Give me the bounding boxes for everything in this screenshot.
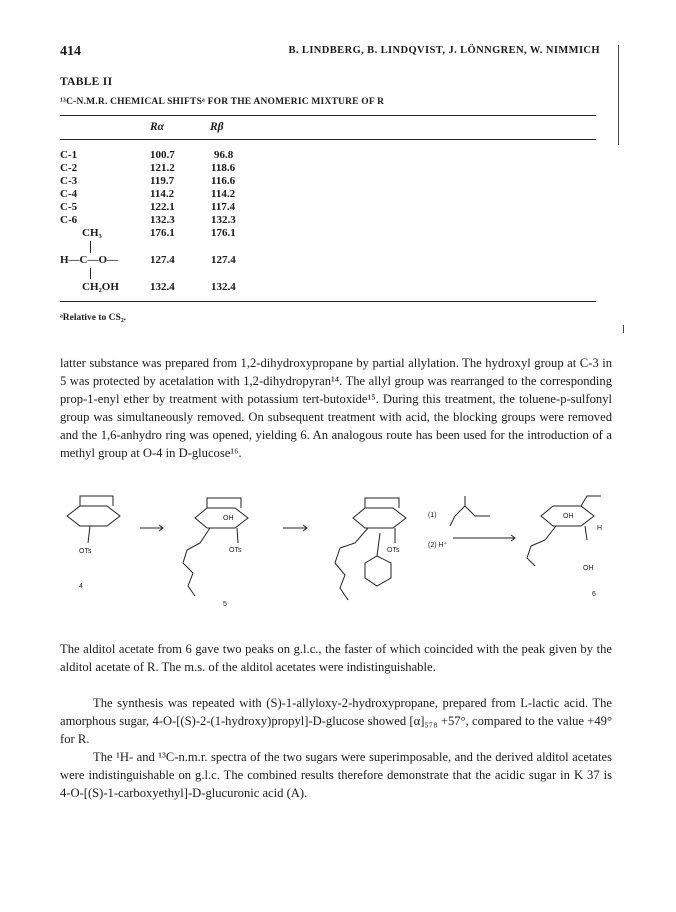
body-paragraph-1 xyxy=(60,354,612,462)
paragraph-text: The alditol acetate from 6 gave two peaks on g.l.c., the faster of which coincided with the peak given by the alditol acetate of R. The m.s. of the alditol acetates were indistinguishable. xyxy=(60,642,612,674)
paragraph-text: latter substance was prepared from 1,2-dihydroxypropane by partial allylation. The hydroxyl group at C-3 in 5 was protected by acetalation with 1,2-dihydropyran¹⁴. The allyl group was rearranged to the corresponding prop-1-enyl ether by treatment with potassium tert-butoxide¹⁵. During this treatment, the toluene-p-sulfonyl group was simultaneously removed. On subsequent treatment with acid, the blocking groups were removed and the 1,6-anhydro ring was opened, yielding 6. An analogous route has been used for the introduction of a methyl group at O-4 in D-glucose¹⁶. xyxy=(60,356,612,460)
table-row-label: C-6 xyxy=(60,214,78,226)
table-row-label: CH₃ xyxy=(82,227,102,239)
body-paragraph-3 xyxy=(60,694,612,748)
oh-label: OH xyxy=(583,565,594,572)
step-2-label: (2) H⁺ xyxy=(428,542,448,549)
table-cell: 114.2 xyxy=(211,188,236,200)
compound-label-4: 4 xyxy=(79,583,83,590)
table-cell: 96.8 xyxy=(214,149,234,161)
table-cell: 132.3 xyxy=(211,214,236,226)
table-row-label: C-3 xyxy=(60,175,78,187)
oh-label: OH xyxy=(563,513,574,520)
body-paragraph-4 xyxy=(60,748,612,802)
table-cell: 121.2 xyxy=(150,162,175,174)
scan-margin-line xyxy=(618,45,619,145)
table-cell: 100.7 xyxy=(150,149,175,161)
reaction-scheme xyxy=(55,488,615,613)
table-cell: 132.4 xyxy=(211,281,236,293)
table-cell: 176.1 xyxy=(211,227,236,239)
table-row-label: CH₂OH xyxy=(82,281,119,293)
table-cell: 122.1 xyxy=(150,201,175,213)
table-cell: 114.2 xyxy=(150,188,175,200)
table-header-rule xyxy=(60,139,596,140)
structure-bond xyxy=(90,241,91,253)
table-cell: 127.4 xyxy=(150,254,175,266)
table-cell: 119.7 xyxy=(150,175,175,187)
compound-label-5: 5 xyxy=(223,601,227,608)
ots-label: OTs xyxy=(79,548,92,555)
compound-4-structure xyxy=(67,496,120,543)
scan-margin-line xyxy=(623,325,624,333)
page-number: 414 xyxy=(60,44,81,59)
table-cell: 132.3 xyxy=(150,214,175,226)
running-header xyxy=(60,43,600,60)
author-line: B. LINDBERG, B. LINDQVIST, J. LÖNNGREN, W. NIMMICH xyxy=(288,45,600,56)
oh-label: OH xyxy=(223,515,234,522)
table-row-label: C-2 xyxy=(60,162,78,174)
ots-label: OTs xyxy=(387,547,400,554)
paragraph-text: The ¹H- and ¹³C-n.m.r. spectra of the two sugars were superimposable, and the derived alditol acetates were indistinguishable on g.l.c. The combined results therefore demonstrate that the acidic sugar in K 37 is 4-O-[(S)-1-carboxyethyl]-D-glucuronic acid (A). xyxy=(60,750,612,800)
h-label: H xyxy=(597,525,603,532)
table-bottom-rule xyxy=(60,301,596,302)
table-row-label: C-1 xyxy=(60,149,78,161)
table-cell: 117.4 xyxy=(211,201,236,213)
paragraph-text: The synthesis was repeated with (S)-1-allyloxy-2-hydroxypropane, prepared from L-lactic acid. The amorphous sugar, 4-O-[(S)-2-(1-hydroxy)propyl]-D-glucose showed [α]₅₇₈ +57°, compared to the value +49° for R. xyxy=(60,696,612,746)
step-1-label: (1) xyxy=(428,512,437,519)
table-title: ¹³C-N.M.R. CHEMICAL SHIFTSᵃ FOR THE ANOMERIC MIXTURE OF R xyxy=(60,97,385,107)
table-row-label: C-4 xyxy=(60,188,78,200)
table-footnote: ᵃRelative to CS₂. xyxy=(60,313,127,323)
table-label: TABLE II xyxy=(60,76,113,88)
column-header-r-beta: Rβ xyxy=(210,121,224,133)
reagent-structure xyxy=(450,496,490,526)
table-cell: 118.6 xyxy=(211,162,236,174)
table-row-label: C-5 xyxy=(60,201,78,213)
column-header-r-alpha: Rα xyxy=(150,121,165,133)
table-cell: 127.4 xyxy=(211,254,236,266)
table-top-rule xyxy=(60,115,596,116)
table-row-label: H—C—O— xyxy=(60,254,119,266)
body-paragraph-2 xyxy=(60,640,612,676)
compound-6-structure xyxy=(527,496,601,566)
table-cell: 132.4 xyxy=(150,281,175,293)
table-cell: 116.6 xyxy=(211,175,236,187)
ots-label: OTs xyxy=(229,547,242,554)
structure-bond xyxy=(90,268,91,279)
compound-label-6: 6 xyxy=(592,591,596,598)
table-cell: 176.1 xyxy=(150,227,175,239)
